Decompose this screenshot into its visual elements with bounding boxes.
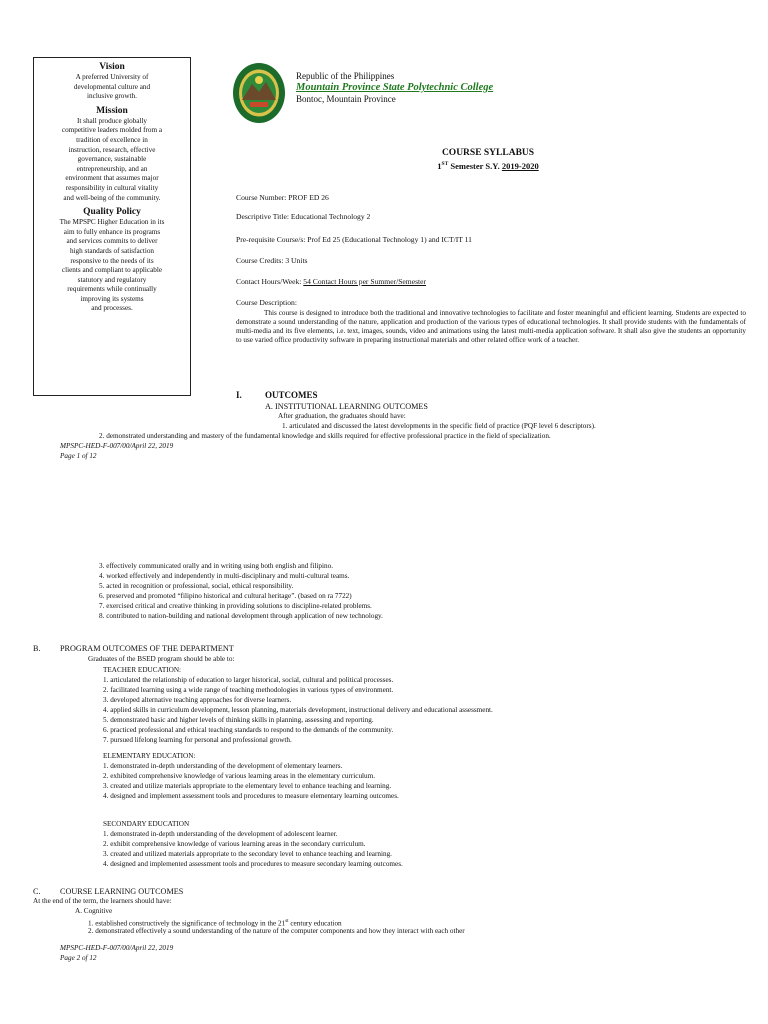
teacher-item-6: 6. practiced professional and ethical teaching standards to respond to the demands of the community. — [103, 726, 394, 734]
program-outcomes-heading: PROGRAM OUTCOMES OF THE DEPARTMENT — [60, 644, 234, 653]
elem-item-1: 1. demonstrated in-depth understanding of the development of elementary learners. — [103, 762, 343, 770]
teacher-education-title: TEACHER EDUCATION: — [103, 666, 182, 674]
mission-title: Mission — [96, 105, 128, 116]
program-intro: Graduates of the BSED program should be able to: — [88, 655, 235, 663]
course-description: This course is designed to introduce both the traditional and innovative technologies to facilitate and foster meaningful and efficient learning. Students are expected to demonstrate a sound understanding of the nature, application and production of the various types of educational technologies. It shall provide students with the fundamentals of multi-media and its five elements, i.e. text, images, sounds, video and animations using the latest multi-media application software. It shall also give the students an opportunity to use varied office productivity software in preparing instructional materials and other related office work of a teacher. — [236, 309, 746, 344]
elem-item-2: 2. exhibited comprehensive knowledge of various learning areas in the elementary curriculum. — [103, 772, 376, 780]
course-description-label: Course Description: — [236, 298, 297, 307]
course-credits: Course Credits: 3 Units — [236, 256, 308, 265]
college-header — [296, 71, 493, 105]
secondary-education-title: SECONDARY EDUCATION — [103, 820, 190, 828]
teacher-item-1: 1. articulated the relationship of education to larger historical, social, cultural and political processes. — [103, 676, 394, 684]
ilo-item-5: 5. acted in recognition or professional, social, ethical responsibility. — [99, 582, 294, 590]
quality-policy-title: Quality Policy — [83, 207, 141, 218]
ilo-intro: After graduation, the graduates should have: — [278, 412, 406, 420]
clo-intro: At the end of the term, the learners should have: — [33, 897, 172, 905]
prerequisite-course: Pre-requisite Course/s: Prof Ed 25 (Educational Technology 1) and ICT/IT 11 — [236, 235, 472, 244]
sec-item-2: 2. exhibit comprehensive knowledge of various learning areas in the secondary curriculum. — [103, 840, 366, 848]
ilo-item-2: 2. demonstrated understanding and mastery of the fundamental knowledge and skills required for effective professional practice in the field of specialization. — [99, 432, 551, 440]
cognitive-heading: A. Cognitive — [75, 907, 113, 915]
elementary-education-title: ELEMENTARY EDUCATION: — [103, 752, 196, 760]
quality-policy-text: The MPSPC Higher Education in its aim to fully enhance its programs and services commits to deliver high standards of satisfaction responsive to the needs of its clients and compliant to applicable statutory and regulatory requirements while continually improving its systems and processes. — [59, 218, 165, 313]
college-name: Mountain Province State Polytechnic College — [296, 82, 494, 93]
teacher-item-2: 2. facilitated learning using a wide range of teaching methodologies in various types of environment. — [103, 686, 394, 694]
sec-item-4: 4. designed and implemented assessment tools and procedures to measure secondary learning outcomes. — [103, 860, 403, 868]
course-number: Course Number: PROF ED 26 — [236, 193, 329, 202]
syllabus-title-block — [418, 148, 558, 172]
doc-code-footer-1: MPSPC-HED-F-007/00/April 22, 2019 — [60, 442, 174, 450]
teacher-item-5: 5. demonstrated basic and higher levels of thinking skills in planning, assessing and reporting. — [103, 716, 374, 724]
program-outcomes-number: B. — [33, 644, 41, 653]
ilo-item-4: 4. worked effectively and independently in multi-disciplinary and multi-cultural teams. — [99, 572, 350, 580]
descriptive-title: Descriptive Title: Educational Technology 2 — [236, 212, 371, 221]
elem-item-3: 3. created and utilize materials appropriate to the elementary level to enhance teaching and learning. — [103, 782, 392, 790]
teacher-item-3: 3. developed alternative teaching approaches for diverse learners. — [103, 696, 292, 704]
outcomes-number: I. — [236, 390, 242, 400]
mission-text: It shall produce globally competitive leaders molded from a tradition of excellence in instruction, research, effective governance, sustainable entrepreneurship, and an environment that assumes major responsibility in cultural vitality and well-being of the community. — [61, 116, 163, 202]
college-location: Bontoc, Mountain Province — [296, 94, 396, 104]
ilo-heading: A. INSTITUTIONAL LEARNING OUTCOMES — [265, 402, 428, 411]
vision-text: A preferred University of developmental culture and inclusive growth. — [73, 73, 151, 101]
college-seal-logo — [232, 62, 286, 124]
elem-item-4: 4. designed and implement assessment tools and procedures to measure elementary learning outcomes. — [103, 792, 399, 800]
teacher-item-7: 7. pursued lifelong learning for personal and professional growth. — [103, 736, 292, 744]
ilo-item-3: 3. effectively communicated orally and in writing using both english and filipino. — [99, 562, 334, 570]
syllabus-title: COURSE SYLLABUS — [441, 148, 535, 158]
vision-title: Vision — [99, 62, 125, 72]
semester-line: 1ST Semester S.Y. 2019-2020 — [437, 160, 539, 171]
ilo-item-8: 8. contributed to nation-building and national development through application of new technology. — [99, 612, 383, 620]
clo-heading: COURSE LEARNING OUTCOMES — [60, 887, 184, 896]
page-number-2: Page 2 of 12 — [60, 954, 97, 962]
ilo-item-6: 6. preserved and promoted “filipino historical and cultural heritage”. (based on ra 7722) — [99, 592, 352, 600]
clo-number: C. — [33, 887, 41, 896]
clo-item-2: 2. demonstrated effectively a sound understanding of the nature of the computer components and how they interact with each other — [88, 927, 465, 935]
clo-item-1: 1. established constructively the significance of technology in the 21st century education — [88, 919, 342, 928]
republic-text: Republic of the Philippines — [296, 71, 395, 81]
contact-hours: Contact Hours/Week: 54 Contact Hours per Summer/Semester — [236, 277, 427, 286]
page-number-1: Page 1 of 12 — [60, 452, 97, 460]
ilo-item-7: 7. exercised critical and creative thinking in providing solutions to discipline-related problems. — [99, 602, 372, 610]
vision-mission-box — [33, 57, 191, 396]
outcomes-heading: OUTCOMES — [265, 390, 318, 400]
doc-code-footer-2: MPSPC-HED-F-007/00/April 22, 2019 — [60, 944, 174, 952]
sec-item-3: 3. created and utilized materials appropriate to the secondary level to enhance teaching and learning. — [103, 850, 392, 858]
teacher-item-4: 4. applied skills in curriculum development, lesson planning, materials development, instructional delivery and educational assessment. — [103, 706, 493, 714]
ilo-item-1: 1. articulated and discussed the latest developments in the specific field of practice (PQF level 6 descriptors). — [282, 422, 596, 430]
sec-item-1: 1. demonstrated in-depth understanding of the development of adolescent learner. — [103, 830, 338, 838]
